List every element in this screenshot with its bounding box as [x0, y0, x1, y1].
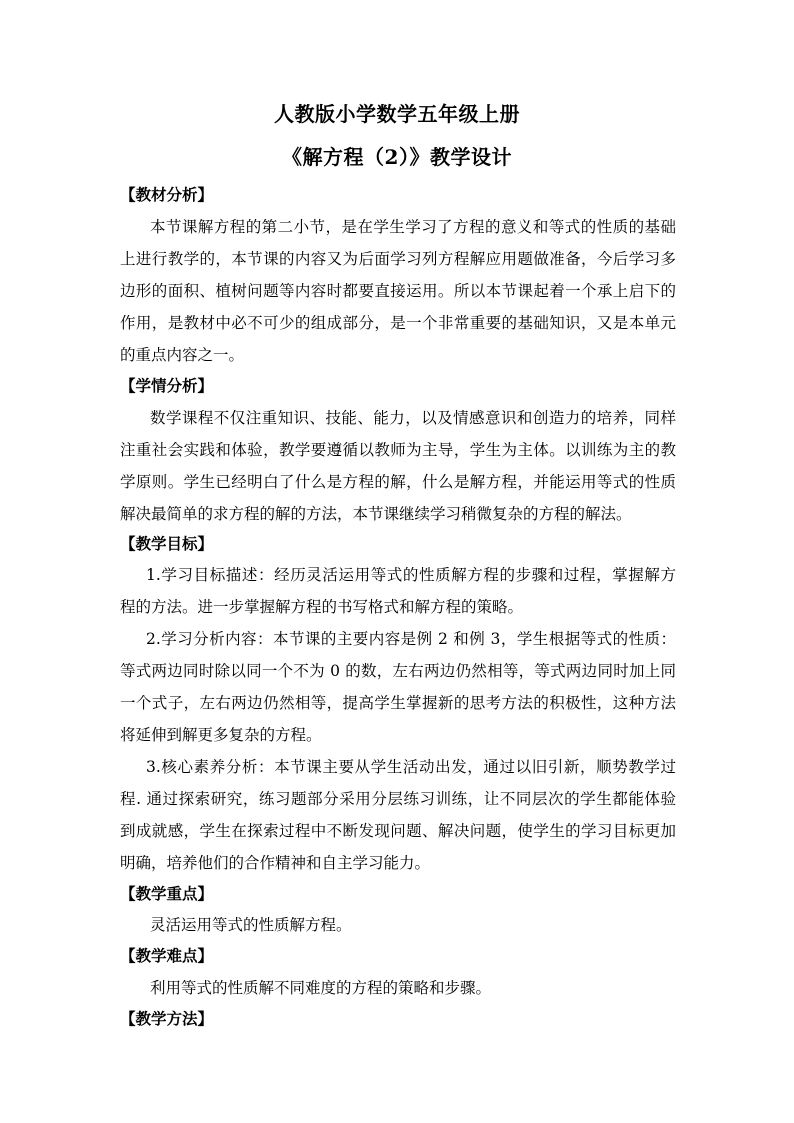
document-title: 人教版小学数学五年级上册 — [274, 102, 520, 126]
section-heading-key: 【教学重点】 — [120, 884, 214, 903]
paragraph-line: 学原则。学生已经明白了什么是方程的解，什么是解方程，并能运用等式的性质 — [120, 473, 676, 491]
paragraph-line: 明确，培养他们的合作精神和自主学习能力。 — [120, 854, 431, 872]
paragraph-line: 作用，是教材中必不可少的组成部分，是一个非常重要的基础知识，又是本单元 — [120, 314, 676, 332]
paragraph-line: 1.学习目标描述：经历灵活运用等式的性质解方程的步骤和过程，掌握解方 — [146, 566, 676, 584]
document-subtitle: 《解方程（2）》教学设计 — [282, 145, 512, 169]
section-heading-method: 【教学方法】 — [120, 1009, 214, 1028]
paragraph-line: 本节课解方程的第二小节，是在学生学习了方程的意义和等式的性质的基础 — [150, 218, 676, 236]
section-heading-difficulty: 【教学难点】 — [120, 946, 214, 965]
paragraph-line: 程的方法。进一步掌握解方程的书写格式和解方程的策略。 — [120, 598, 524, 616]
paragraph-line: 的重点内容之一。 — [120, 346, 245, 364]
paragraph-line: 到成就感，学生在探索过程中不断发现问题、解决问题，使学生的学习目标更加 — [120, 822, 676, 840]
paragraph-line: 程. 通过探索研究，练习题部分采用分层练习训练，让不同层次的学生都能体验 — [120, 790, 676, 808]
paragraph-line: 上进行教学的，本节课的内容又为后面学习列方程解应用题做准备，今后学习多 — [120, 250, 676, 268]
paragraph-line: 注重社会实践和体验，教学要遵循以教师为主导，学生为主体。以训练为主的教 — [120, 441, 676, 459]
paragraph-line: 2.学习分析内容：本节课的主要内容是例 2 和例 3，学生根据等式的性质： — [146, 630, 676, 648]
paragraph-line: 边形的面积、植树问题等内容时都要直接运用。所以本节课起着一个承上启下的 — [120, 282, 676, 300]
section-heading-goals: 【教学目标】 — [120, 534, 214, 553]
paragraph-line: 解决最简单的求方程的解的方法，本节课继续学习稍微复杂的方程的解法。 — [120, 505, 632, 523]
section-heading-students: 【学情分析】 — [120, 376, 214, 395]
paragraph-line: 一个式子，左右两边仍然相等，提高学生掌握新的思考方法的积极性，这种方法 — [120, 694, 676, 712]
paragraph-line: 利用等式的性质解不同难度的方程的策略和步骤。 — [150, 979, 492, 997]
paragraph-line: 将延伸到解更多复杂的方程。 — [120, 726, 322, 744]
section-heading-material: 【教材分析】 — [120, 185, 214, 204]
paragraph-line: 数学课程不仅注重知识、技能、能力，以及情感意识和创造力的培养，同样 — [150, 409, 676, 427]
paragraph-line: 等式两边同时除以同一个不为 0 的数，左右两边仍然相等，等式两边同时加上同 — [120, 662, 676, 680]
paragraph-line: 灵活运用等式的性质解方程。 — [150, 916, 352, 934]
paragraph-line: 3.核心素养分析：本节课主要从学生活动出发，通过以旧引新，顺势教学过 — [146, 758, 676, 776]
